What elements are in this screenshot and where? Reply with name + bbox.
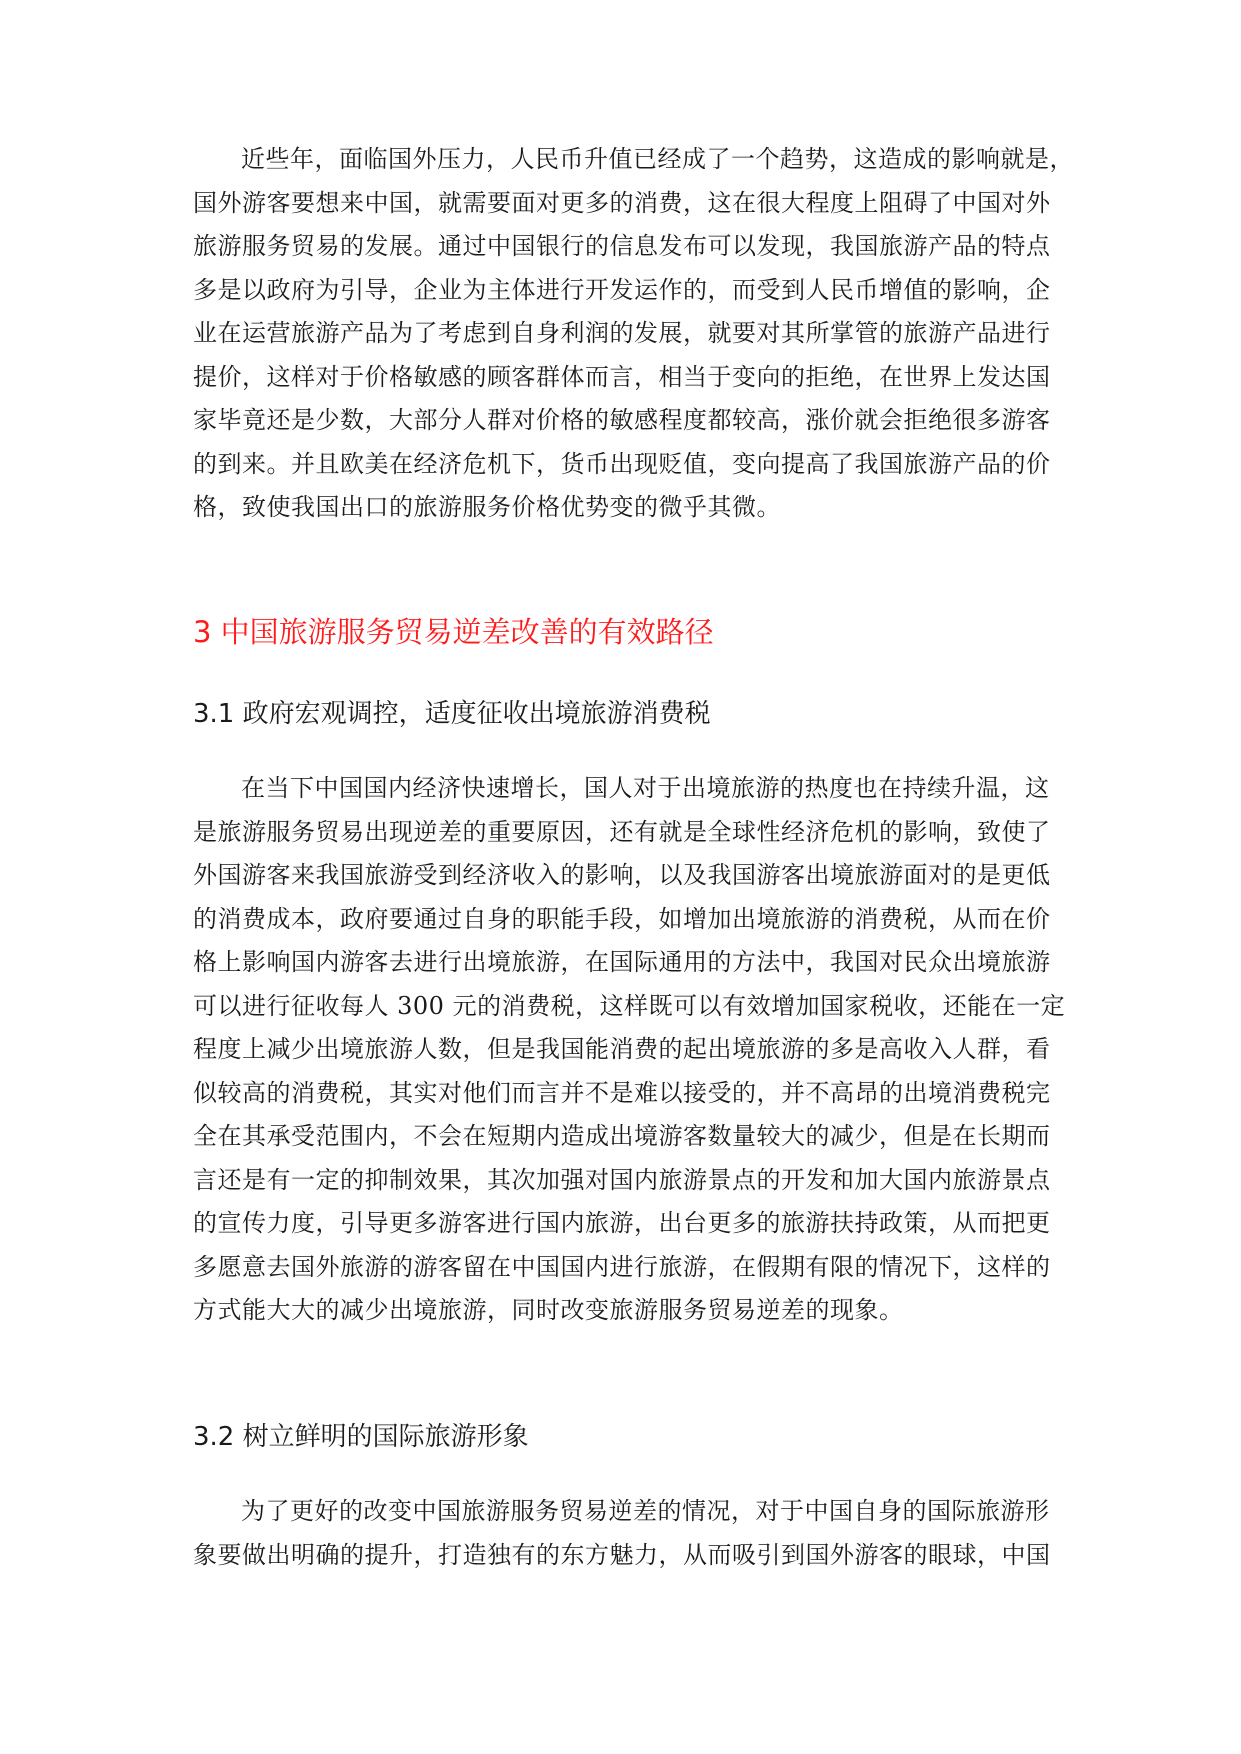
para1-line-1: 近些年，面临国外压力，人民币升值已经成了一个趋势，这造成的影响就是， <box>241 145 1074 173</box>
section-3-2-line-2: 象要做出明确的提升，打造独有的东方魅力，从而吸引到国外游客的眼球，中国 <box>193 1541 1051 1569</box>
para1-line-6: 提价，这样对于价格敏感的顾客群体而言，相当于变向的拒绝，在世界上发达国 <box>193 363 1051 391</box>
section-3-1-heading: 3.1 政府宏观调控，适度征收出境旅游消费税 <box>193 699 711 729</box>
section-3-1-line-6: 可以进行征收每人 300 元的消费税，这样既可以有效增加国家税收，还能在一定 <box>193 992 1066 1020</box>
para1-line-7: 家毕竟还是少数，大部分人群对价格的敏感程度都较高，涨价就会拒绝很多游客 <box>193 406 1051 434</box>
para1-line-2: 国外游客要想来中国，就需要面对更多的消费，这在很大程度上阻碍了中国对外 <box>193 189 1051 217</box>
section-3-1-line-7: 程度上减少出境旅游人数，但是我国能消费的起出境旅游的多是高收入人群，看 <box>193 1035 1051 1063</box>
section-3-1-line-13: 方式能大大的减少出境旅游，同时改变旅游服务贸易逆差的现象。 <box>193 1296 904 1324</box>
section-3-1-line-9: 全在其承受范围内，不会在短期内造成出境游客数量较大的减少，但是在长期而 <box>193 1122 1051 1150</box>
section-3-1-line-3: 外国游客来我国旅游受到经济收入的影响，以及我国游客出境旅游面对的是更低 <box>193 861 1051 889</box>
para1-line-3: 旅游服务贸易的发展。通过中国银行的信息发布可以发现，我国旅游产品的特点 <box>193 232 1051 260</box>
section-3-1-line-2: 是旅游服务贸易出现逆差的重要原因，还有就是全球性经济危机的影响，致使了 <box>193 818 1051 846</box>
section-3-1-line-5: 格上影响国内游客去进行出境旅游，在国际通用的方法中，我国对民众出境旅游 <box>193 948 1051 976</box>
section-3-1-line-8: 似较高的消费税，其实对他们而言并不是难以接受的，并不高昂的出境消费税完 <box>193 1079 1051 1107</box>
para1-line-4: 多是以政府为引导，企业为主体进行开发运作的，而受到人民币增值的影响，企 <box>193 276 1051 304</box>
section-3-heading: 3 中国旅游服务贸易逆差改善的有效路径 <box>193 615 714 649</box>
section-3-1-line-12: 多愿意去国外旅游的游客留在中国国内进行旅游，在假期有限的情况下，这样的 <box>193 1253 1051 1281</box>
section-3-1-line-4: 的消费成本，政府要通过自身的职能手段，如增加出境旅游的消费税，从而在价 <box>193 905 1051 933</box>
section-3-1-line-10: 言还是有一定的抑制效果，其次加强对国内旅游景点的开发和加大国内旅游景点 <box>193 1166 1051 1194</box>
section-3-2-line-1: 为了更好的改变中国旅游服务贸易逆差的情况，对于中国自身的国际旅游形 <box>241 1497 1050 1525</box>
section-3-1-line-1: 在当下中国国内经济快速增长，国人对于出境旅游的热度也在持续升温，这 <box>241 774 1050 802</box>
para1-line-9: 格，致使我国出口的旅游服务价格优势变的微乎其微。 <box>193 493 781 521</box>
section-3-1-line-11: 的宣传力度，引导更多游客进行国内旅游，出台更多的旅游扶持政策，从而把更 <box>193 1209 1051 1237</box>
section-3-2-heading: 3.2 树立鲜明的国际旅游形象 <box>193 1422 529 1452</box>
para1-line-8: 的到来。并且欧美在经济危机下，货币出现贬值，变向提高了我国旅游产品的价 <box>193 450 1051 478</box>
para1-line-5: 业在运营旅游产品为了考虑到自身利润的发展，就要对其所掌管的旅游产品进行 <box>193 319 1051 347</box>
